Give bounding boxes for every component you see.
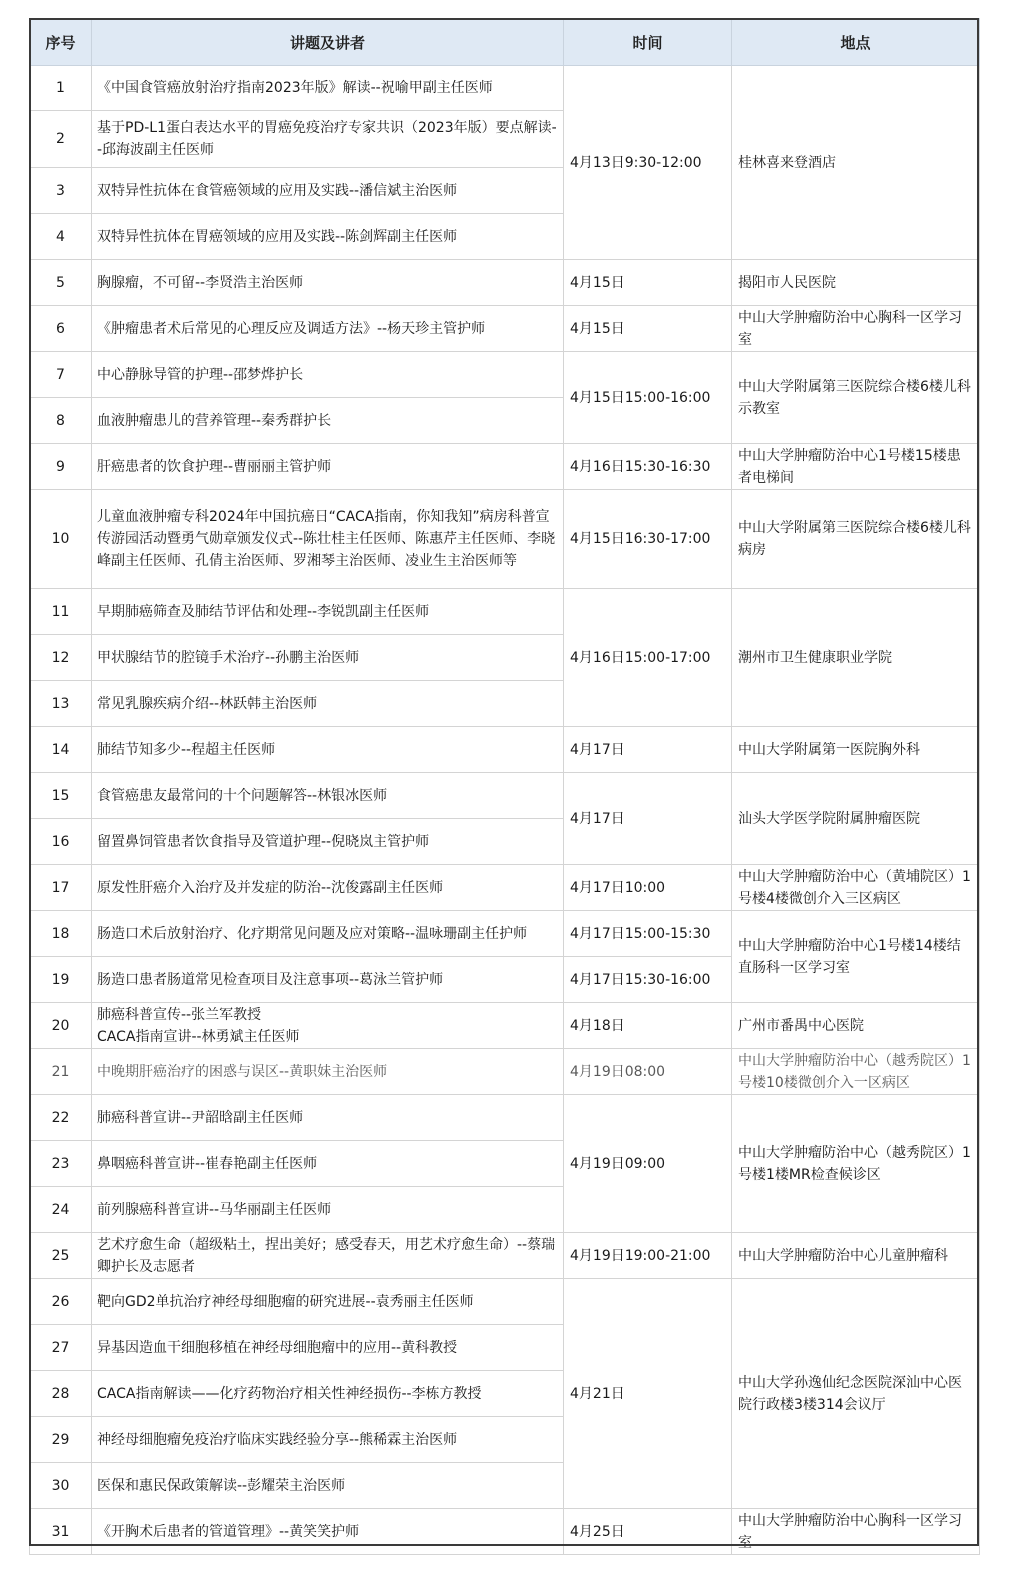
lecture-topic: 神经母细胞瘤免疫治疗临床实践经验分享--熊稀霖主治医师 <box>92 1417 564 1463</box>
lecture-topic: 异基因造血干细胞移植在神经母细胞瘤中的应用--黄科教授 <box>92 1325 564 1371</box>
lecture-time: 4月17日 <box>564 727 732 773</box>
row-number: 7 <box>30 352 92 398</box>
row-number: 27 <box>30 1325 92 1371</box>
row-number: 6 <box>30 306 92 352</box>
lecture-place: 中山大学肿瘤防治中心儿童肿瘤科 <box>732 1233 980 1279</box>
lecture-topic: 血液肿瘤患儿的营养管理--秦秀群护长 <box>92 398 564 444</box>
row-number: 3 <box>30 168 92 214</box>
row-number: 4 <box>30 214 92 260</box>
lecture-time: 4月17日 <box>564 773 732 865</box>
row-number: 22 <box>30 1095 92 1141</box>
lecture-time: 4月19日08:00 <box>564 1049 732 1095</box>
lecture-place: 揭阳市人民医院 <box>732 260 980 306</box>
lecture-time: 4月13日9:30-12:00 <box>564 66 732 260</box>
row-number: 8 <box>30 398 92 444</box>
lecture-topic: 医保和惠民保政策解读--彭耀荣主治医师 <box>92 1463 564 1509</box>
lecture-topic-line: 肺癌科普宣传--张兰军教授 <box>97 1006 262 1023</box>
row-number: 24 <box>30 1187 92 1233</box>
lecture-time: 4月16日15:30-16:30 <box>564 444 732 490</box>
row-number: 17 <box>30 865 92 911</box>
lecture-time: 4月15日 <box>564 306 732 352</box>
row-number: 13 <box>30 681 92 727</box>
row-number: 1 <box>30 66 92 111</box>
table-frame <box>29 18 979 1546</box>
lecture-topic: 前列腺癌科普宣讲--马华丽副主任医师 <box>92 1187 564 1233</box>
header-topic: 讲题及讲者 <box>92 19 564 66</box>
row-number: 28 <box>30 1371 92 1417</box>
row-number: 18 <box>30 911 92 957</box>
lecture-place: 中山大学附属第一医院胸外科 <box>732 727 980 773</box>
lecture-topic: 靶向GD2单抗治疗神经母细胞瘤的研究进展--袁秀丽主任医师 <box>92 1279 564 1325</box>
lecture-topic: 肝癌患者的饮食护理--曹丽丽主管护师 <box>92 444 564 490</box>
lecture-topic: 留置鼻饲管患者饮食指导及管道护理--倪晓岚主管护师 <box>92 819 564 865</box>
row-number: 15 <box>30 773 92 819</box>
lecture-place: 桂林喜来登酒店 <box>732 66 980 260</box>
lecture-place: 广州市番禺中心医院 <box>732 1003 980 1049</box>
lecture-topic: 儿童血液肿瘤专科2024年中国抗癌日“CACA指南，你知我知”病房科普宣传游园活动暨勇气勋章颁发仪式--陈壮桂主任医师、陈惠芹主任医师、李晓峰副主任医师、孔倩主治医师、罗湘琴主治医师、凌业生主治医师等 <box>92 490 564 589</box>
row-number: 31 <box>30 1509 92 1555</box>
row-number: 9 <box>30 444 92 490</box>
row-number: 29 <box>30 1417 92 1463</box>
lecture-topic: 甲状腺结节的腔镜手术治疗--孙鹏主治医师 <box>92 635 564 681</box>
lecture-topic: 中晚期肝癌治疗的困惑与误区--黄职妹主治医师 <box>92 1049 564 1095</box>
lecture-topic-line: CACA指南宣讲--林勇斌主任医师 <box>97 1028 300 1045</box>
lecture-topic: 《中国食管癌放射治疗指南2023年版》解读--祝喻甲副主任医师 <box>92 66 564 111</box>
row-number: 23 <box>30 1141 92 1187</box>
header-place: 地点 <box>732 19 980 66</box>
row-number: 25 <box>30 1233 92 1279</box>
header-time: 时间 <box>564 19 732 66</box>
row-number: 2 <box>30 111 92 168</box>
lecture-place: 中山大学肿瘤防治中心1号楼15楼患者电梯间 <box>732 444 980 490</box>
lecture-place: 中山大学肿瘤防治中心胸科一区学习室 <box>732 306 980 352</box>
header-no: 序号 <box>30 19 92 66</box>
lecture-place: 中山大学肿瘤防治中心1号楼14楼结直肠科一区学习室 <box>732 911 980 1003</box>
lecture-topic: 肺结节知多少--程超主任医师 <box>92 727 564 773</box>
lecture-topic: 原发性肝癌介入治疗及并发症的防治--沈俊露副主任医师 <box>92 865 564 911</box>
lecture-time: 4月16日15:00-17:00 <box>564 589 732 727</box>
lecture-time: 4月21日 <box>564 1279 732 1509</box>
lecture-time: 4月25日 <box>564 1509 732 1555</box>
lecture-place: 中山大学附属第三医院综合楼6楼儿科示教室 <box>732 352 980 444</box>
row-number: 12 <box>30 635 92 681</box>
row-number: 10 <box>30 490 92 589</box>
lecture-time: 4月17日15:00-15:30 <box>564 911 732 957</box>
lecture-topic: 肺癌科普宣讲--尹韶晗副主任医师 <box>92 1095 564 1141</box>
lecture-topic: 《肿瘤患者术后常见的心理反应及调适方法》--杨天珍主管护师 <box>92 306 564 352</box>
lecture-time: 4月15日15:00-16:00 <box>564 352 732 444</box>
row-number: 26 <box>30 1279 92 1325</box>
lecture-topic: 肠造口术后放射治疗、化疗期常见问题及应对策略--温咏珊副主任护师 <box>92 911 564 957</box>
lecture-place: 潮州市卫生健康职业学院 <box>732 589 980 727</box>
lecture-place: 中山大学肿瘤防治中心（黄埔院区）1号楼4楼微创介入三区病区 <box>732 865 980 911</box>
lecture-time: 4月19日19:00-21:00 <box>564 1233 732 1279</box>
lecture-topic: 肠造口患者肠道常见检查项目及注意事项--葛泳兰管护师 <box>92 957 564 1003</box>
lecture-topic: 鼻咽癌科普宣讲--崔春艳副主任医师 <box>92 1141 564 1187</box>
lecture-topic: 胸腺瘤，不可留--李贤浩主治医师 <box>92 260 564 306</box>
lecture-time: 4月15日16:30-17:00 <box>564 490 732 589</box>
lecture-time: 4月15日 <box>564 260 732 306</box>
lecture-time: 4月17日10:00 <box>564 865 732 911</box>
lecture-place: 汕头大学医学院附属肿瘤医院 <box>732 773 980 865</box>
row-number: 16 <box>30 819 92 865</box>
lecture-place: 中山大学孙逸仙纪念医院深汕中心医院行政楼3楼314会议厅 <box>732 1279 980 1509</box>
lecture-topic: 常见乳腺疾病介绍--林跃韩主治医师 <box>92 681 564 727</box>
lecture-topic: 食管癌患友最常问的十个问题解答--林银冰医师 <box>92 773 564 819</box>
lecture-topic: 艺术疗愈生命（超级粘土，捏出美好；感受春天，用艺术疗愈生命）--蔡瑞卿护长及志愿者 <box>92 1233 564 1279</box>
lecture-place: 中山大学附属第三医院综合楼6楼儿科病房 <box>732 490 980 589</box>
lecture-topic: 基于PD-L1蛋白表达水平的胃癌免疫治疗专家共识（2023年版）要点解读--邱海波副主任医师 <box>92 111 564 168</box>
row-number: 11 <box>30 589 92 635</box>
lecture-topic: CACA指南解读——化疗药物治疗相关性神经损伤--李栋方教授 <box>92 1371 564 1417</box>
lecture-time: 4月19日09:00 <box>564 1095 732 1233</box>
lecture-topic: 《开胸术后患者的管道管理》--黄笑笑护师 <box>92 1509 564 1555</box>
lecture-topic: 双特异性抗体在胃癌领域的应用及实践--陈剑辉副主任医师 <box>92 214 564 260</box>
row-number: 30 <box>30 1463 92 1509</box>
lecture-place: 中山大学肿瘤防治中心（越秀院区）1号楼1楼MR检查候诊区 <box>732 1095 980 1233</box>
lecture-topic: 中心静脉导管的护理--邵梦烨护长 <box>92 352 564 398</box>
row-number: 14 <box>30 727 92 773</box>
row-number: 19 <box>30 957 92 1003</box>
lecture-place: 中山大学肿瘤防治中心（越秀院区）1号楼10楼微创介入一区病区 <box>732 1049 980 1095</box>
lecture-place: 中山大学肿瘤防治中心胸科一区学习室 <box>732 1509 980 1555</box>
lecture-time: 4月17日15:30-16:00 <box>564 957 732 1003</box>
row-number: 21 <box>30 1049 92 1095</box>
lecture-topic: 双特异性抗体在食管癌领域的应用及实践--潘信斌主治医师 <box>92 168 564 214</box>
row-number: 20 <box>30 1003 92 1049</box>
row-number: 5 <box>30 260 92 306</box>
lecture-topic: 早期肺癌筛查及肺结节评估和处理--李锐凯副主任医师 <box>92 589 564 635</box>
lecture-time: 4月18日 <box>564 1003 732 1049</box>
